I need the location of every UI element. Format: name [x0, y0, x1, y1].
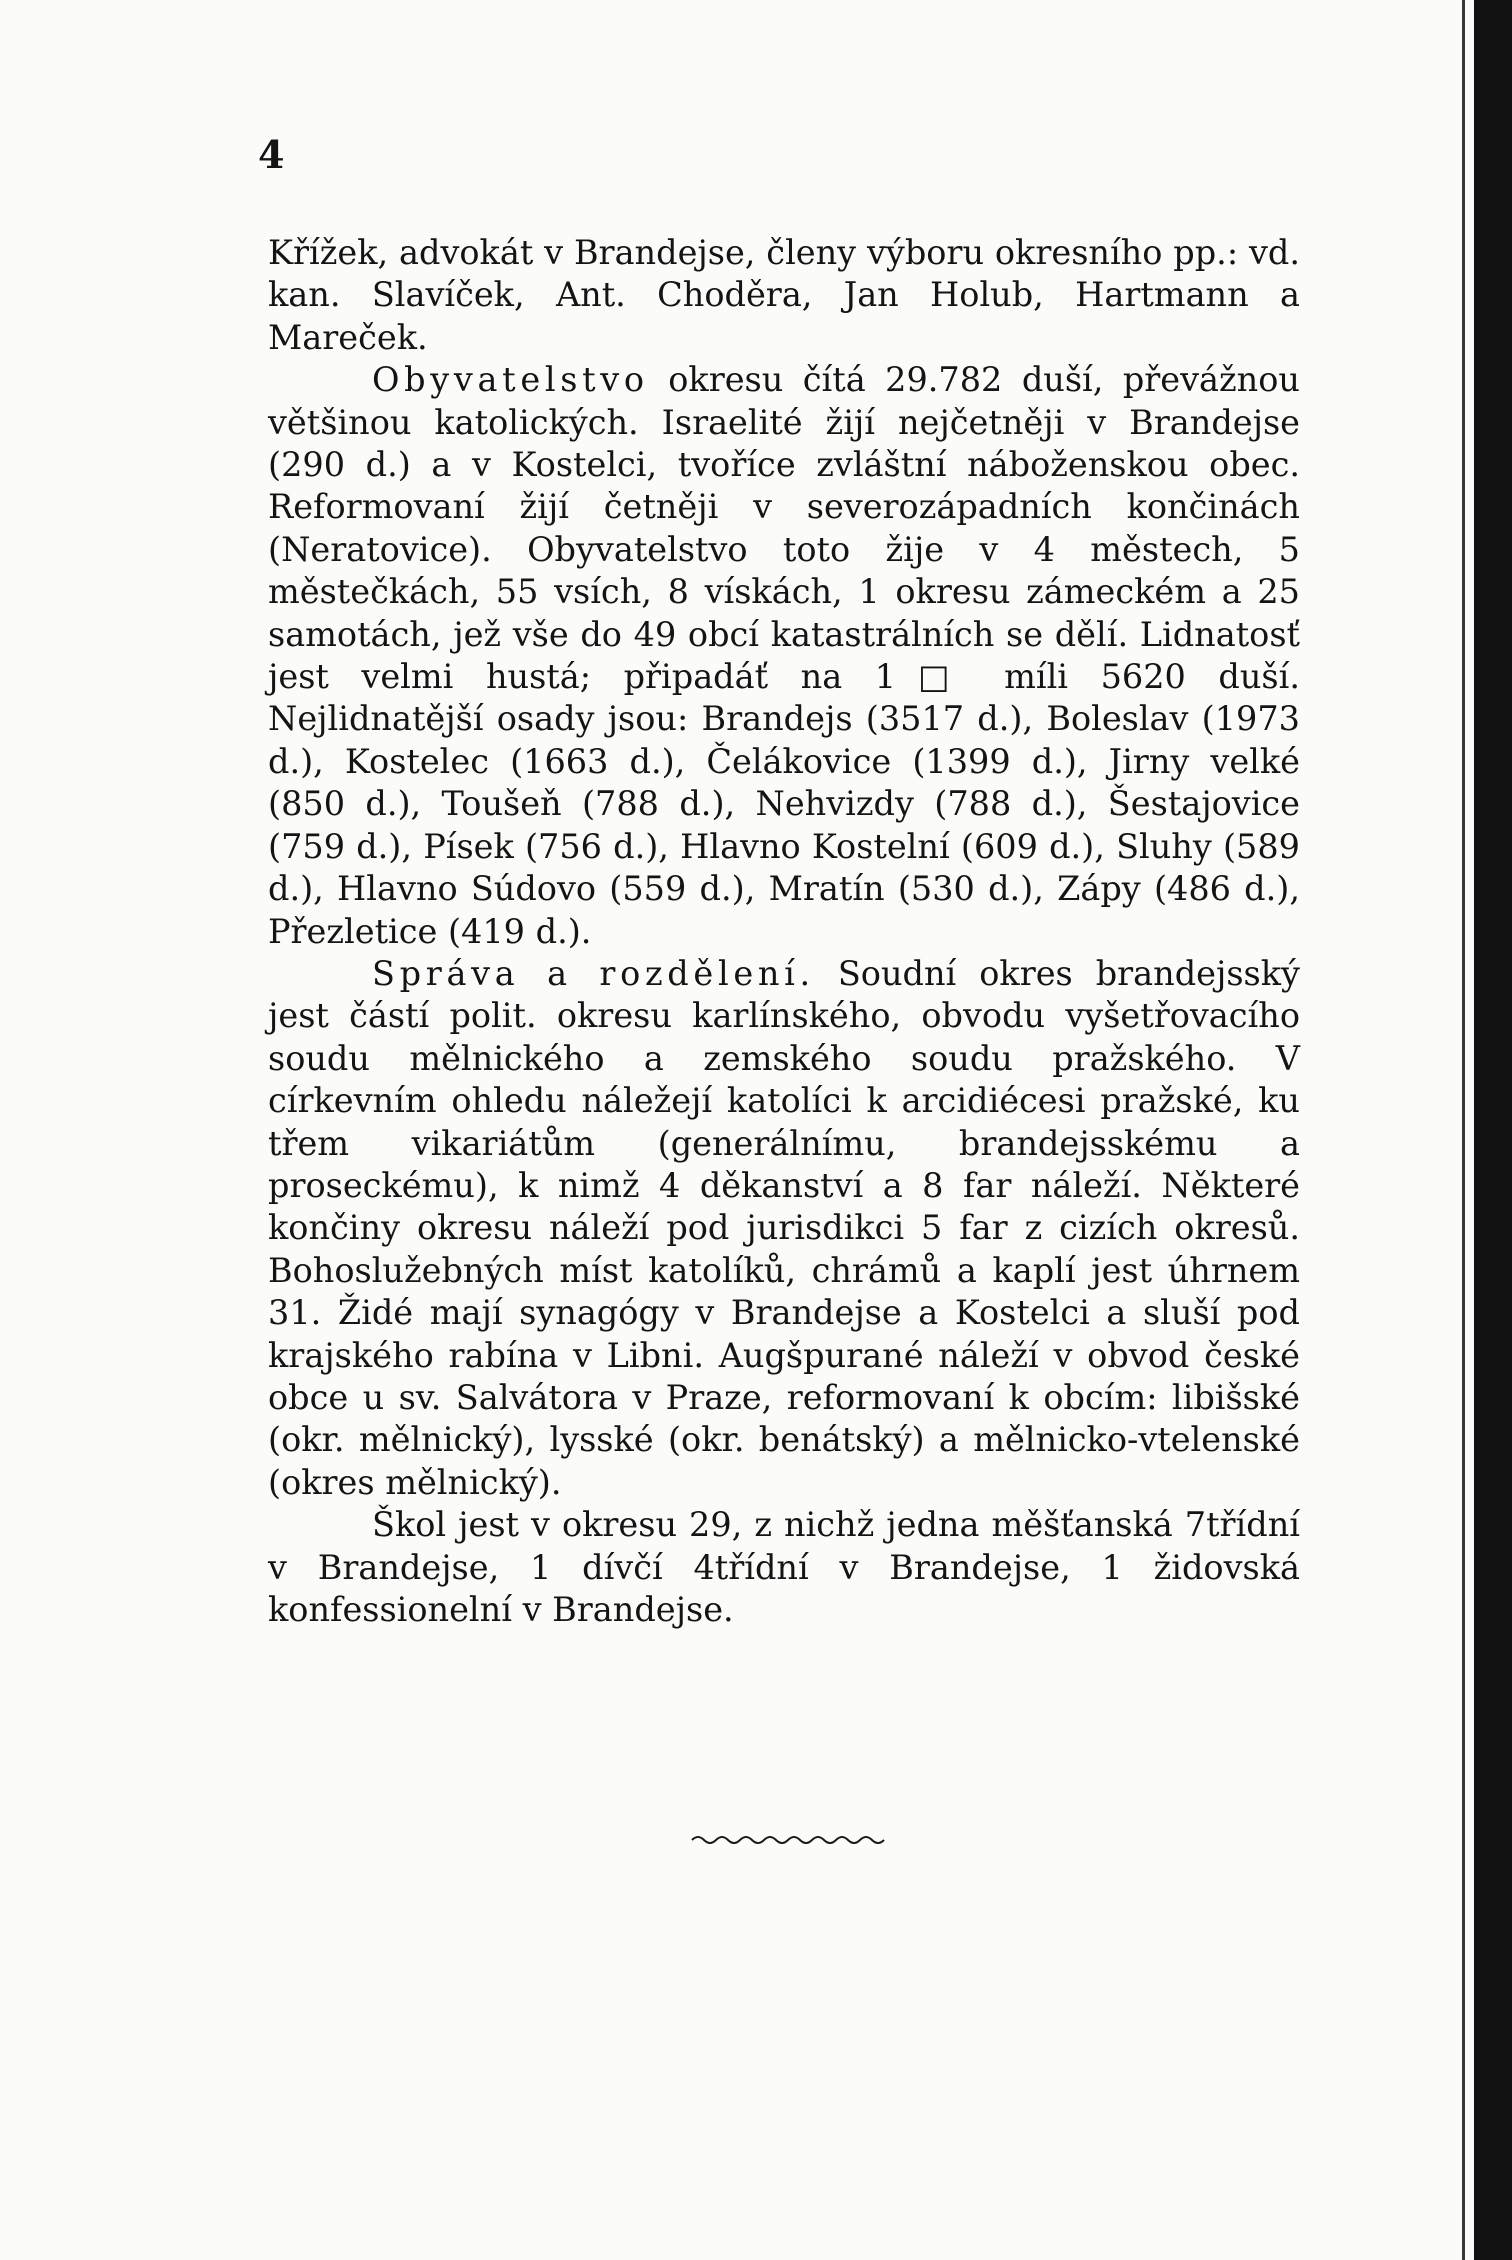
paragraph-3-text: Soudní okres brandejsský jest částí polit. okresu karlínského, obvodu vyšetřovacího soudu mělnického a zemského soudu pražského. V církevním ohledu náležejí katolíci k arcidiécesi pražské, ku třem vikariátům (generálnímu, brandejsskému a proseckému), k nimž 4 děkanství a 8 far náleží. Některé končiny okresu náleží pod jurisdikci 5 far z cizích okresů. Bohoslužebných míst katolíků, chrámů a kaplí jest úhrnem 31. Židé mají synagógy v Brandejse a Kostelci a sluší pod krajského rabína v Libni. Augšpurané náleží v obvod české obce u sv. Salvátora v Praze, reformovaní k obcím: libišské (okr. mělnický), lysské (okr. benátský) a mělnicko-vtelenské (okres mělnický). — [268, 953, 1300, 1502]
paragraph-2-text: okresu čítá 29.782 duší, převážnou většinou katolických. Israelité žijí nejčetněji v Brandejse (290 d.) a v Kostelci, tvoříce zvláštní náboženskou obec. Reformovaní žijí četněji v severozápadních končinách (Neratovice). Obyvatelstvo toto žije v 4 městech, 5 městečkách, 55 vsích, 8 vískách, 1 okresu zámeckém a 25 samotách, jež vše do 49 obcí katastrálních se dělí. Lidnatosť jest velmi hustá; připadáť na 1□ míli 5620 duší. Nejlidnatější osady jsou: Brandejs (3517 d.), Boleslav (1973 d.), Kostelec (1663 d.), Čelákovice (1399 d.), Jirny velké (850 d.), Toušeň (788 d.), Nehvizdy (788 d.), Šestajovice (759 d.), Písek (756 d.), Hlavno Kostelní (609 d.), Sluhy (589 d.), Hlavno Súdovo (559 d.), Mratín (530 d.), Zápy (486 d.), Přezletice (419 d.). — [268, 360, 1300, 951]
paragraph-4-text: Škol jest v okresu 29, z nichž jedna měšťanská 7třídní v Brandejse, 1 dívčí 4třídní v Brandejse, 1 židovská konfessionelní v Brandejse. — [268, 1505, 1300, 1629]
paragraph-4 — [268, 1504, 1300, 1631]
wavy-divider-ornament — [690, 1832, 890, 1848]
paragraph-1-text: Křížek, advokát v Brandejse, členy výboru okresního pp.: vd. kan. Slavíček, Ant. Choděra, Jan Holub, Hartmann a Mareček. — [268, 233, 1300, 357]
paragraph-1 — [268, 232, 1300, 359]
scan-dark-edge — [1474, 0, 1512, 2260]
binding-edge-line — [1462, 0, 1465, 2260]
paragraph-2 — [268, 359, 1300, 953]
wavy-line-icon — [690, 1832, 890, 1848]
text-body — [268, 232, 1300, 1631]
paragraph-3-lead: Správa a rozdělení. — [372, 953, 815, 993]
paragraph-2-lead: Obyvatelstvo — [372, 360, 649, 400]
paragraph-3 — [268, 953, 1300, 1504]
page-number: 4 — [258, 132, 285, 177]
